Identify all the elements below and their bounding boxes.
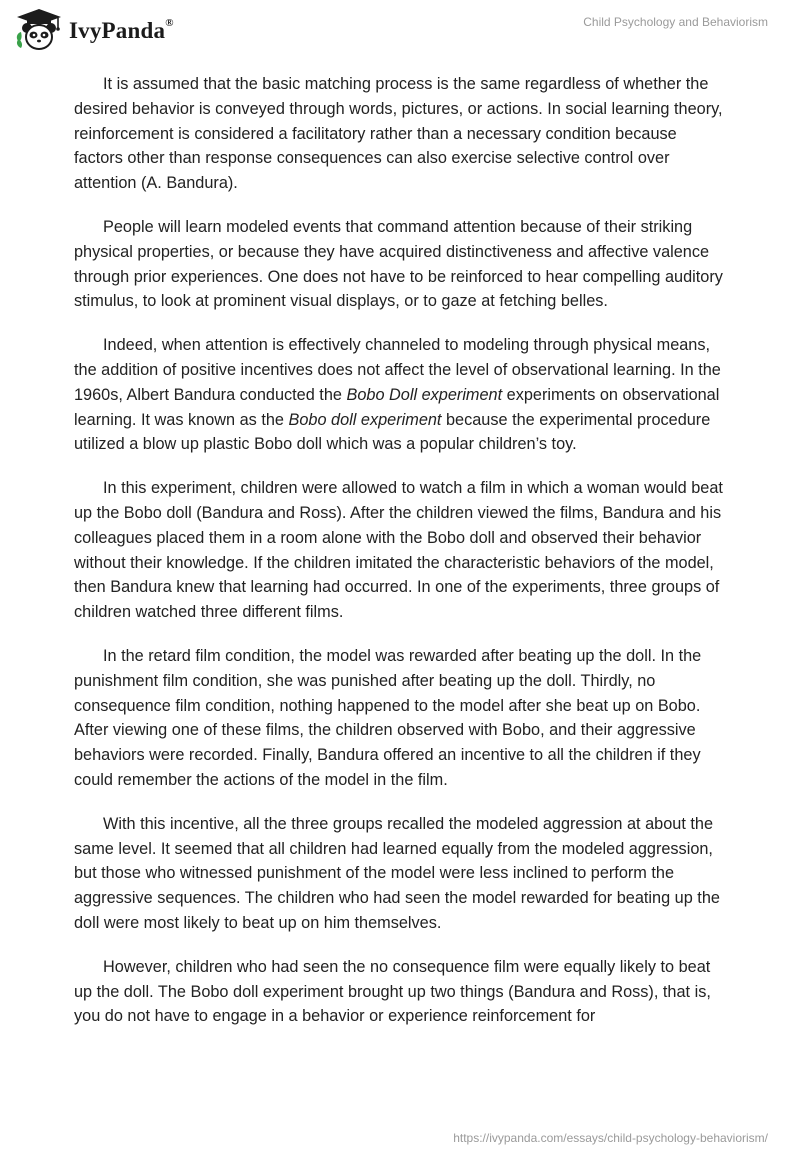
registered-mark: ® bbox=[165, 17, 174, 30]
ivypanda-logo[interactable] bbox=[14, 8, 174, 52]
paragraph-6: With this incentive, all the three groups recalled the modeled aggression at about the same level. It seemed that all children had learned equally from the modeled aggression, but those who witnessed punishment of the model were less inclined to perform the aggressive sequences. The children who had seen the model rewarded for beating up the doll were most likely to beat up on him themselves. bbox=[74, 814, 720, 932]
document-title: Child Psychology and Behaviorism bbox=[583, 15, 768, 29]
paragraph-3-part-a: Indeed, when attention is effectively channeled to modeling through physical means, the addition of positive incentives does not affect the level of observational learning. In the 1960s, Albert Bandura conducted the bbox=[74, 336, 721, 404]
paragraph-3 bbox=[74, 333, 728, 457]
paragraph-5: In the retard film condition, the model was rewarded after beating up the doll. In the punishment film condition, she was punished after beating up the doll. Thirdly, no consequence film condition, nothing happened to the model after she beat up on Bobo. After viewing one of these films, the children observed with Bobo, and their aggressive behaviors were recorded. Finally, Bandura offered an incentive to all the children if they could remember the actions of the model in the film. bbox=[74, 646, 702, 789]
paragraph-3-part-b: experiments on observational learning. It was known as the bbox=[74, 385, 720, 429]
paragraph-2: People will learn modeled events that command attention because of their striking physical properties, or because they have acquired distinctiveness and affective valence through prior experiences. One does not have to be reinforced to hear compelling auditory stimulus, to look at prominent visual displays, or to gaze at fetching belles. bbox=[74, 217, 723, 311]
essay-body bbox=[74, 72, 728, 1048]
source-url[interactable]: https://ivypanda.com/essays/child-psychology-behaviorism/ bbox=[453, 1131, 768, 1145]
paragraph-3-part-c: because the experimental procedure utilized a blow up plastic Bobo doll which was a popular children’s toy. bbox=[74, 410, 711, 454]
page-header bbox=[0, 0, 800, 60]
bobo-doll-emphasis-2: Bobo doll experiment bbox=[288, 410, 442, 429]
paragraph-4: In this experiment, children were allowed to watch a film in which a woman would beat up the Bobo doll (Bandura and Ross). After the children viewed the films, Bandura and his colleagues placed them in a room alone with the Bobo doll and observed their behavior without their knowledge. If the children imitated the characteristic behaviors of the model, then Bandura knew that learning had occurred. In one of the experiments, three groups of children watched three different films. bbox=[74, 479, 723, 622]
bobo-doll-emphasis-1: Bobo Doll experiment bbox=[346, 385, 503, 404]
panda-graduation-icon bbox=[14, 8, 64, 52]
paragraph-1: It is assumed that the basic matching process is the same regardless of whether the desired behavior is conveyed through words, pictures, or actions. In social learning theory, reinforcement is considered a facilitatory rather than a necessary condition because factors other than response consequences can also exercise selective control over attention (A. Bandura). bbox=[74, 75, 723, 193]
paragraph-7: However, children who had seen the no consequence film were equally likely to beat up the doll. The Bobo doll experiment brought up two things (Bandura and Ross), that is, you do not have to engage in a behavior or experience reinforcement for bbox=[74, 957, 711, 1026]
logo-text: IvyPanda® bbox=[69, 17, 174, 43]
